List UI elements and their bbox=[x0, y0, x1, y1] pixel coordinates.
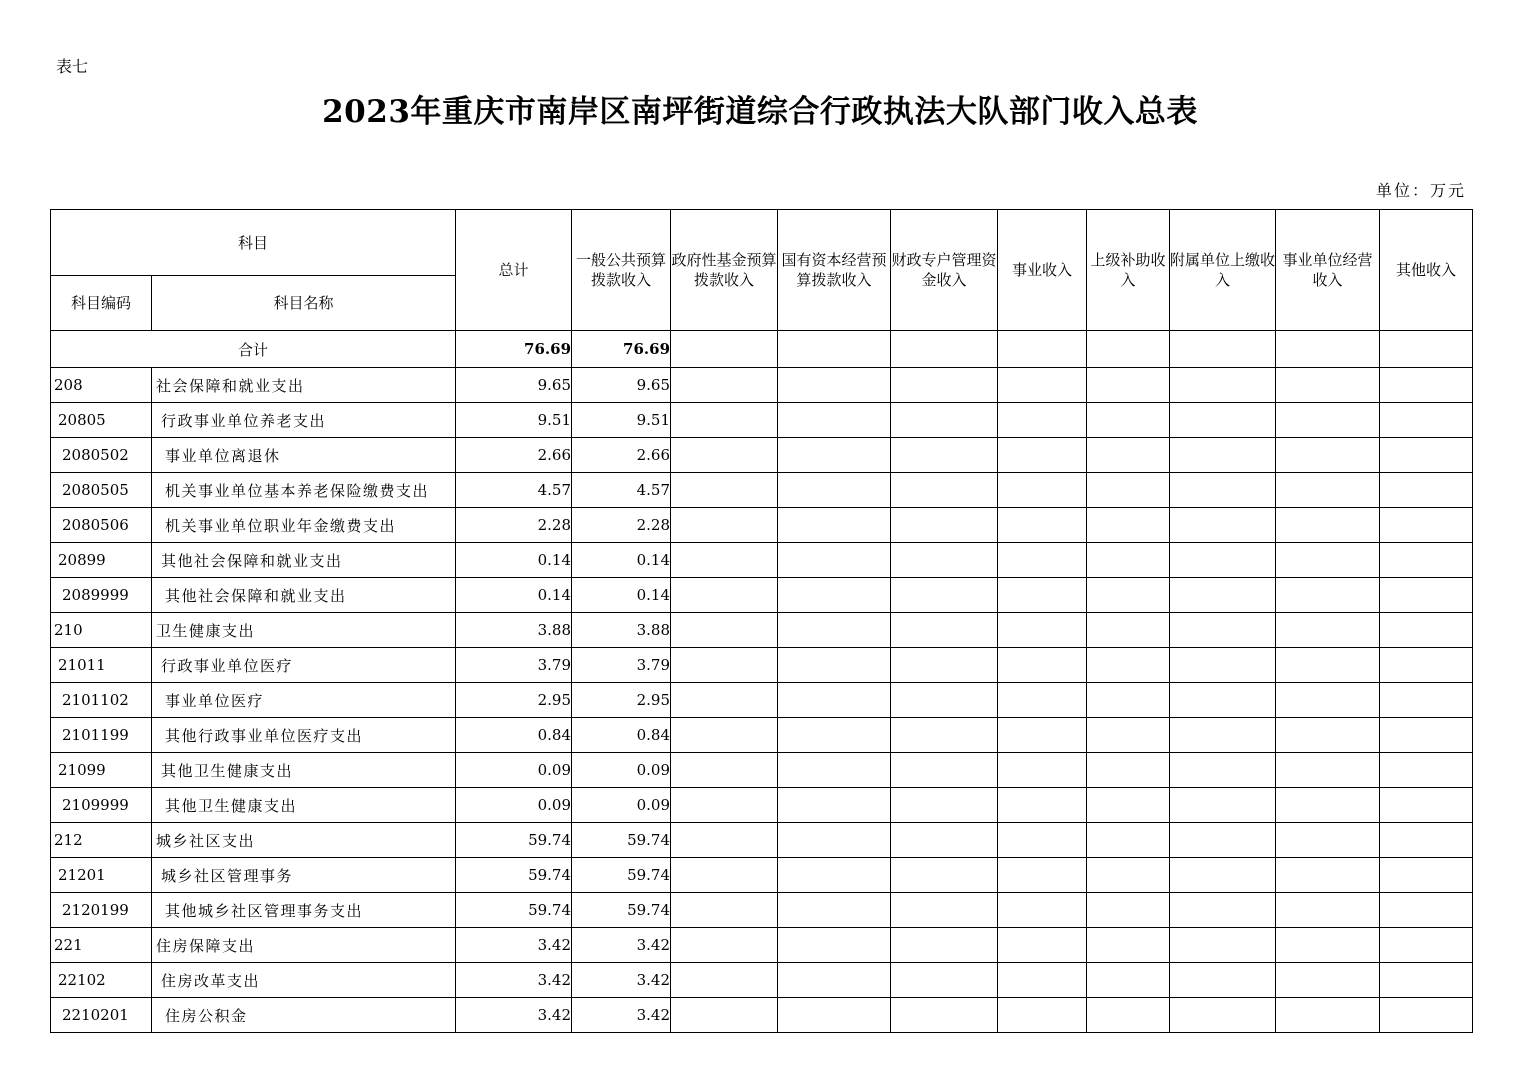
subject-name: 机关事业单位职业年金缴费支出 bbox=[152, 508, 456, 543]
empty-cell bbox=[891, 578, 998, 613]
table-row bbox=[51, 613, 1473, 648]
empty-cell bbox=[1380, 893, 1473, 928]
empty-cell bbox=[778, 788, 891, 823]
table-row bbox=[51, 683, 1473, 718]
row-general-budget: 59.74 bbox=[572, 858, 671, 893]
total-label: 合计 bbox=[51, 331, 456, 368]
empty-cell bbox=[998, 473, 1087, 508]
empty-cell bbox=[1380, 403, 1473, 438]
table-row bbox=[51, 963, 1473, 998]
row-general-budget: 3.88 bbox=[572, 613, 671, 648]
empty-cell bbox=[1087, 963, 1170, 998]
empty-cell bbox=[1276, 368, 1380, 403]
empty-cell bbox=[1380, 473, 1473, 508]
empty-cell bbox=[1276, 438, 1380, 473]
empty-cell bbox=[1087, 403, 1170, 438]
empty-cell bbox=[671, 648, 778, 683]
subject-code: 2109999 bbox=[51, 788, 152, 823]
row-total: 3.42 bbox=[456, 963, 572, 998]
row-general-budget: 0.09 bbox=[572, 753, 671, 788]
empty-cell bbox=[778, 543, 891, 578]
empty-cell bbox=[891, 543, 998, 578]
empty-cell bbox=[778, 438, 891, 473]
header-operating: 事业单位经营收入 bbox=[1276, 210, 1380, 331]
row-total: 2.66 bbox=[456, 438, 572, 473]
empty-cell bbox=[778, 963, 891, 998]
subject-code: 2080505 bbox=[51, 473, 152, 508]
subject-code: 2080506 bbox=[51, 508, 152, 543]
row-general-budget: 0.84 bbox=[572, 718, 671, 753]
empty-cell bbox=[998, 998, 1087, 1033]
empty-cell bbox=[1276, 788, 1380, 823]
table-body bbox=[51, 368, 1473, 1033]
empty-cell bbox=[671, 543, 778, 578]
empty-cell bbox=[671, 928, 778, 963]
header-gov-fund: 政府性基金预算拨款收入 bbox=[671, 210, 778, 331]
subject-name: 城乡社区支出 bbox=[152, 823, 456, 858]
empty-cell bbox=[998, 963, 1087, 998]
empty-cell bbox=[998, 788, 1087, 823]
row-total: 2.28 bbox=[456, 508, 572, 543]
empty-cell bbox=[1087, 473, 1170, 508]
empty-cell bbox=[998, 718, 1087, 753]
empty-cell bbox=[778, 823, 891, 858]
empty-cell bbox=[671, 368, 778, 403]
empty-cell bbox=[778, 753, 891, 788]
row-total: 3.88 bbox=[456, 613, 572, 648]
row-total: 59.74 bbox=[456, 858, 572, 893]
empty-cell bbox=[671, 683, 778, 718]
table-row bbox=[51, 473, 1473, 508]
header-fiscal-special: 财政专户管理资金收入 bbox=[891, 210, 998, 331]
empty-cell bbox=[998, 753, 1087, 788]
empty-cell bbox=[778, 403, 891, 438]
empty-cell bbox=[1170, 718, 1276, 753]
empty-cell bbox=[891, 963, 998, 998]
empty-cell bbox=[671, 893, 778, 928]
header-other: 其他收入 bbox=[1380, 210, 1473, 331]
table-row bbox=[51, 438, 1473, 473]
table-row bbox=[51, 998, 1473, 1033]
empty-cell bbox=[1380, 613, 1473, 648]
subject-code: 208 bbox=[51, 368, 152, 403]
header-code: 科目编码 bbox=[51, 276, 152, 331]
empty-cell bbox=[671, 578, 778, 613]
subject-name: 其他社会保障和就业支出 bbox=[152, 578, 456, 613]
table-row bbox=[51, 823, 1473, 858]
subject-code: 2101199 bbox=[51, 718, 152, 753]
table-row bbox=[51, 578, 1473, 613]
empty-cell bbox=[1087, 893, 1170, 928]
subject-name: 卫生健康支出 bbox=[152, 613, 456, 648]
row-total: 59.74 bbox=[456, 823, 572, 858]
empty-cell bbox=[1087, 823, 1170, 858]
row-general-budget: 3.42 bbox=[572, 928, 671, 963]
empty-cell bbox=[671, 823, 778, 858]
empty-cell bbox=[1276, 613, 1380, 648]
row-general-budget: 2.28 bbox=[572, 508, 671, 543]
empty-cell bbox=[1276, 928, 1380, 963]
empty-cell bbox=[891, 718, 998, 753]
subject-name: 事业单位离退休 bbox=[152, 438, 456, 473]
empty-cell bbox=[671, 403, 778, 438]
subject-code: 210 bbox=[51, 613, 152, 648]
empty-cell bbox=[998, 858, 1087, 893]
page-title: 2023年重庆市南岸区南坪街道综合行政执法大队部门收入总表 bbox=[322, 94, 1198, 130]
subject-code: 221 bbox=[51, 928, 152, 963]
empty-cell bbox=[1170, 473, 1276, 508]
empty-cell bbox=[998, 403, 1087, 438]
empty-cell bbox=[891, 788, 998, 823]
row-general-budget: 2.95 bbox=[572, 683, 671, 718]
empty-cell bbox=[891, 613, 998, 648]
empty-cell bbox=[1087, 753, 1170, 788]
empty-cell bbox=[1276, 718, 1380, 753]
empty-cell bbox=[671, 718, 778, 753]
empty-cell bbox=[1380, 963, 1473, 998]
row-general-budget: 0.14 bbox=[572, 543, 671, 578]
empty-cell bbox=[1170, 508, 1276, 543]
row-total: 0.14 bbox=[456, 543, 572, 578]
empty-cell bbox=[671, 508, 778, 543]
subject-name: 社会保障和就业支出 bbox=[152, 368, 456, 403]
empty-cell bbox=[998, 438, 1087, 473]
row-general-budget: 9.65 bbox=[572, 368, 671, 403]
row-total: 9.65 bbox=[456, 368, 572, 403]
empty-cell bbox=[778, 368, 891, 403]
row-total: 2.95 bbox=[456, 683, 572, 718]
subject-code: 22102 bbox=[51, 963, 152, 998]
row-total: 59.74 bbox=[456, 893, 572, 928]
header-state-capital: 国有资本经营预算拨款收入 bbox=[778, 210, 891, 331]
empty-cell bbox=[778, 683, 891, 718]
empty-cell bbox=[998, 368, 1087, 403]
subject-code: 2089999 bbox=[51, 578, 152, 613]
table-row bbox=[51, 403, 1473, 438]
empty-cell bbox=[778, 648, 891, 683]
empty-cell bbox=[891, 928, 998, 963]
table-row bbox=[51, 858, 1473, 893]
row-total: 3.42 bbox=[456, 928, 572, 963]
empty-cell bbox=[671, 788, 778, 823]
row-total: 9.51 bbox=[456, 403, 572, 438]
empty-cell bbox=[998, 893, 1087, 928]
empty-cell bbox=[1087, 998, 1170, 1033]
empty-cell bbox=[1380, 928, 1473, 963]
table-row bbox=[51, 368, 1473, 403]
subject-code: 2080502 bbox=[51, 438, 152, 473]
empty-cell bbox=[1276, 683, 1380, 718]
subject-name: 其他行政事业单位医疗支出 bbox=[152, 718, 456, 753]
empty-cell bbox=[1170, 753, 1276, 788]
subject-name: 住房保障支出 bbox=[152, 928, 456, 963]
empty-cell bbox=[778, 858, 891, 893]
subject-code: 21011 bbox=[51, 648, 152, 683]
empty-cell bbox=[1380, 858, 1473, 893]
empty-cell bbox=[778, 998, 891, 1033]
empty-cell bbox=[1170, 543, 1276, 578]
empty-cell bbox=[1380, 753, 1473, 788]
row-total: 0.09 bbox=[456, 788, 572, 823]
empty-cell bbox=[1380, 648, 1473, 683]
row-total: 3.79 bbox=[456, 648, 572, 683]
empty-cell bbox=[671, 998, 778, 1033]
empty-cell bbox=[778, 473, 891, 508]
empty-cell bbox=[998, 928, 1087, 963]
subject-code: 20805 bbox=[51, 403, 152, 438]
empty-cell bbox=[1380, 508, 1473, 543]
empty-cell bbox=[778, 578, 891, 613]
empty-cell bbox=[1380, 578, 1473, 613]
empty-cell bbox=[778, 508, 891, 543]
subject-code: 2101102 bbox=[51, 683, 152, 718]
income-summary-table bbox=[50, 209, 1473, 1033]
empty-cell bbox=[998, 648, 1087, 683]
empty-cell bbox=[1087, 928, 1170, 963]
row-total: 4.57 bbox=[456, 473, 572, 508]
empty-cell bbox=[1087, 613, 1170, 648]
empty-cell bbox=[1170, 438, 1276, 473]
subject-name: 其他卫生健康支出 bbox=[152, 753, 456, 788]
subject-name: 住房公积金 bbox=[152, 998, 456, 1033]
empty-cell bbox=[1276, 998, 1380, 1033]
subject-name: 行政事业单位医疗 bbox=[152, 648, 456, 683]
row-general-budget: 0.14 bbox=[572, 578, 671, 613]
subject-name: 其他城乡社区管理事务支出 bbox=[152, 893, 456, 928]
subject-code: 20899 bbox=[51, 543, 152, 578]
empty-cell bbox=[1170, 893, 1276, 928]
empty-cell bbox=[1276, 893, 1380, 928]
empty-cell bbox=[1276, 858, 1380, 893]
empty-cell bbox=[1276, 473, 1380, 508]
empty-cell bbox=[998, 823, 1087, 858]
subject-name: 城乡社区管理事务 bbox=[152, 858, 456, 893]
empty-cell bbox=[1087, 858, 1170, 893]
empty-cell bbox=[671, 473, 778, 508]
empty-cell bbox=[671, 613, 778, 648]
empty-cell bbox=[778, 928, 891, 963]
table-row bbox=[51, 718, 1473, 753]
header-general-budget: 一般公共预算拨款收入 bbox=[572, 210, 671, 331]
empty-cell bbox=[998, 613, 1087, 648]
subject-name: 其他卫生健康支出 bbox=[152, 788, 456, 823]
empty-cell bbox=[1380, 823, 1473, 858]
empty-cell bbox=[1087, 508, 1170, 543]
row-general-budget: 3.42 bbox=[572, 963, 671, 998]
empty-cell bbox=[1170, 928, 1276, 963]
empty-cell bbox=[671, 438, 778, 473]
empty-cell bbox=[1276, 753, 1380, 788]
row-total: 0.14 bbox=[456, 578, 572, 613]
subject-code: 21099 bbox=[51, 753, 152, 788]
row-general-budget: 9.51 bbox=[572, 403, 671, 438]
empty-cell bbox=[998, 578, 1087, 613]
empty-cell bbox=[1170, 683, 1276, 718]
empty-cell bbox=[778, 613, 891, 648]
empty-cell bbox=[671, 753, 778, 788]
row-general-budget: 4.57 bbox=[572, 473, 671, 508]
empty-cell bbox=[1276, 963, 1380, 998]
empty-cell bbox=[891, 648, 998, 683]
empty-cell bbox=[1087, 368, 1170, 403]
row-general-budget: 59.74 bbox=[572, 893, 671, 928]
empty-cell bbox=[891, 753, 998, 788]
total-value: 76.69 bbox=[456, 331, 572, 368]
subject-code: 2120199 bbox=[51, 893, 152, 928]
empty-cell bbox=[1170, 963, 1276, 998]
row-general-budget: 0.09 bbox=[572, 788, 671, 823]
empty-cell bbox=[1087, 543, 1170, 578]
empty-cell bbox=[891, 508, 998, 543]
row-total: 0.09 bbox=[456, 753, 572, 788]
empty-cell bbox=[1380, 998, 1473, 1033]
empty-cell bbox=[891, 683, 998, 718]
row-general-budget: 3.79 bbox=[572, 648, 671, 683]
empty-cell bbox=[891, 438, 998, 473]
row-general-budget: 59.74 bbox=[572, 823, 671, 858]
subject-name: 行政事业单位养老支出 bbox=[152, 403, 456, 438]
empty-cell bbox=[1276, 823, 1380, 858]
subject-name: 机关事业单位基本养老保险缴费支出 bbox=[152, 473, 456, 508]
empty-cell bbox=[778, 718, 891, 753]
header-name: 科目名称 bbox=[152, 276, 456, 331]
empty-cell bbox=[1087, 648, 1170, 683]
row-general-budget: 2.66 bbox=[572, 438, 671, 473]
empty-cell bbox=[1170, 403, 1276, 438]
table-row bbox=[51, 893, 1473, 928]
header-superior-subsidy: 上级补助收入 bbox=[1087, 210, 1170, 331]
empty-cell bbox=[1276, 403, 1380, 438]
total-row bbox=[51, 331, 1473, 368]
table-row bbox=[51, 788, 1473, 823]
subject-name: 住房改革支出 bbox=[152, 963, 456, 998]
empty-cell bbox=[1380, 368, 1473, 403]
subject-code: 2210201 bbox=[51, 998, 152, 1033]
table-row bbox=[51, 543, 1473, 578]
total-general-budget: 76.69 bbox=[572, 331, 671, 368]
table-row bbox=[51, 508, 1473, 543]
header-business: 事业收入 bbox=[998, 210, 1087, 331]
empty-cell bbox=[891, 368, 998, 403]
empty-cell bbox=[1380, 683, 1473, 718]
empty-cell bbox=[1087, 438, 1170, 473]
empty-cell bbox=[1276, 543, 1380, 578]
table-row bbox=[51, 753, 1473, 788]
table-label: 表七 bbox=[56, 57, 89, 76]
empty-cell bbox=[1170, 998, 1276, 1033]
empty-cell bbox=[1087, 788, 1170, 823]
unit-label: 单位：万元 bbox=[1375, 181, 1466, 200]
empty-cell bbox=[891, 998, 998, 1033]
empty-cell bbox=[1170, 858, 1276, 893]
empty-cell bbox=[1087, 718, 1170, 753]
subject-name: 其他社会保障和就业支出 bbox=[152, 543, 456, 578]
empty-cell bbox=[1087, 578, 1170, 613]
empty-cell bbox=[1170, 648, 1276, 683]
empty-cell bbox=[1276, 578, 1380, 613]
empty-cell bbox=[891, 473, 998, 508]
empty-cell bbox=[891, 403, 998, 438]
empty-cell bbox=[1170, 613, 1276, 648]
row-general-budget: 3.42 bbox=[572, 998, 671, 1033]
empty-cell bbox=[1276, 508, 1380, 543]
header-affiliated: 附属单位上缴收入 bbox=[1170, 210, 1276, 331]
row-total: 3.42 bbox=[456, 998, 572, 1033]
subject-name: 事业单位医疗 bbox=[152, 683, 456, 718]
empty-cell bbox=[1170, 788, 1276, 823]
subject-code: 212 bbox=[51, 823, 152, 858]
table-row bbox=[51, 648, 1473, 683]
empty-cell bbox=[998, 508, 1087, 543]
subject-code: 21201 bbox=[51, 858, 152, 893]
empty-cell bbox=[1380, 543, 1473, 578]
header-subject: 科目 bbox=[51, 210, 456, 276]
empty-cell bbox=[671, 858, 778, 893]
empty-cell bbox=[1276, 648, 1380, 683]
empty-cell bbox=[671, 963, 778, 998]
empty-cell bbox=[891, 893, 998, 928]
empty-cell bbox=[1380, 788, 1473, 823]
empty-cell bbox=[1170, 823, 1276, 858]
empty-cell bbox=[778, 893, 891, 928]
empty-cell bbox=[1087, 683, 1170, 718]
empty-cell bbox=[1170, 368, 1276, 403]
empty-cell bbox=[998, 683, 1087, 718]
row-total: 0.84 bbox=[456, 718, 572, 753]
header-total: 总计 bbox=[456, 210, 572, 331]
empty-cell bbox=[1380, 718, 1473, 753]
empty-cell bbox=[998, 543, 1087, 578]
empty-cell bbox=[1170, 578, 1276, 613]
table-row bbox=[51, 928, 1473, 963]
empty-cell bbox=[891, 823, 998, 858]
empty-cell bbox=[1380, 438, 1473, 473]
empty-cell bbox=[891, 858, 998, 893]
